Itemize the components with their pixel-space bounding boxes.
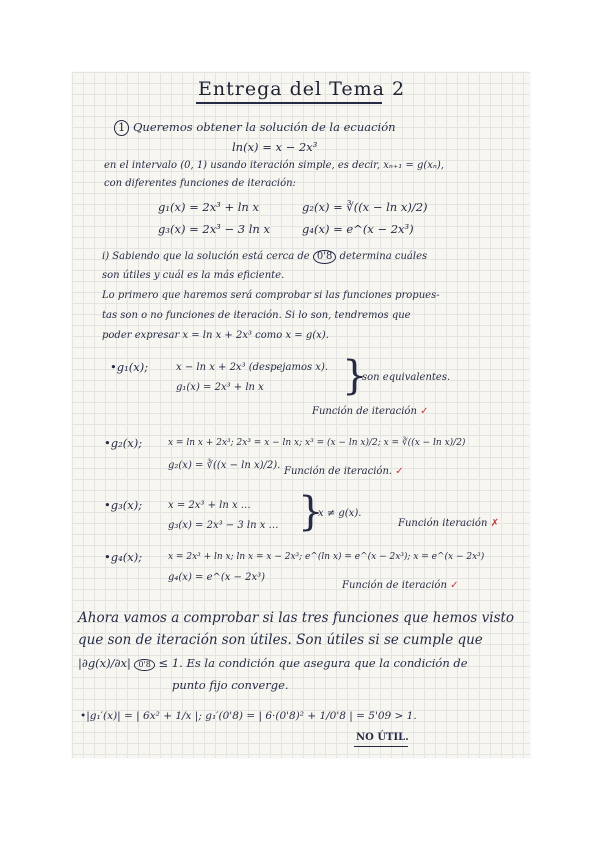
conclusion-text: ≤ 1. Es la condición que asegura que la condición de: [158, 656, 468, 670]
title-underline: [196, 102, 382, 104]
part-i-line-5: poder expresar x = ln x + 2x³ como x = g(x).: [102, 330, 329, 341]
problem-intro: [114, 120, 396, 136]
case-g3-verdict-text: Función iteración: [398, 518, 488, 529]
case-g2-verdict-text: Función de iteración.: [284, 466, 393, 477]
problem-line-2: en el intervalo (0, 1) usando iteración simple, es decir, xₙ₊₁ = g(xₙ),: [104, 160, 445, 171]
case-g4-verdict-text: Función de iteración: [342, 580, 447, 591]
case-g1-line-1: x − ln x + 2x³ (despejamos x).: [176, 362, 329, 373]
case-g4-name: •g₄(x);: [104, 550, 143, 564]
notebook-page: [72, 72, 530, 758]
case-g4-line-1: x = 2x³ + ln x; ln x = x − 2x³; e^(ln x) = e^(x − 2x³); x = e^(x − 2x³): [168, 552, 485, 562]
case-g3-line-1: x = 2x³ + ln x …: [168, 500, 251, 511]
condition-point: 0'8: [134, 659, 154, 671]
case-g3-verdict: [398, 518, 499, 529]
case-g1-verdict-text: Función de iteración: [312, 406, 417, 417]
conclusion-line-3: [78, 656, 468, 671]
part-i-line-1: [102, 250, 427, 264]
final-expression: •|g₁′(x)| = | 6x² + 1/x |; g₁′(0'8) = | 6·(0'8)² + 1/0'8 | = 5'09 > 1.: [80, 710, 417, 722]
check-icon: ✓: [395, 466, 404, 477]
part-i-text-b: determina cuáles: [339, 251, 428, 262]
function-g2: g₂(x) = ∛((x − ln x)/2): [302, 200, 428, 214]
case-g1-verdict: [312, 406, 428, 417]
circled-value: 0'8: [313, 250, 336, 264]
part-i-line-4: tas son o no funciones de iteración. Si lo son, tendremos que: [102, 310, 411, 321]
case-g4-verdict: [342, 580, 458, 591]
check-icon: ✓: [450, 580, 459, 591]
case-g1-brace: }: [342, 353, 368, 399]
problem-line-3: con diferentes funciones de iteración:: [104, 178, 296, 189]
part-i-line-3: Lo primero que haremos será comprobar si las funciones propues-: [102, 290, 440, 301]
cross-icon: ✗: [490, 518, 499, 529]
part-i-text-a: i) Sabiendo que la solución está cerca de: [102, 251, 310, 262]
part-i-line-2: son útiles y cuál es la más eficiente.: [102, 270, 285, 281]
case-g2-verdict: [284, 466, 404, 477]
check-icon: ✓: [420, 406, 429, 417]
function-g3: g₃(x) = 2x³ − 3 ln x: [158, 222, 270, 236]
case-g2-line-2: g₂(x) = ∛((x − ln x)/2).: [168, 460, 281, 471]
final-verdict: NO ÚTIL.: [356, 732, 409, 743]
case-g2-line-1: x = ln x + 2x³; 2x³ = x − ln x; x³ = (x − ln x)/2; x = ∛((x − ln x)/2): [168, 438, 466, 448]
final-verdict-underline: [354, 746, 408, 747]
case-g3-brace: }: [298, 489, 324, 535]
case-g2-name: •g₂(x);: [104, 436, 143, 450]
page-title: Entrega del Tema 2: [198, 78, 406, 100]
case-g1-line-2: g₁(x) = 2x³ + ln x: [176, 382, 264, 393]
function-g1: g₁(x) = 2x³ + ln x: [158, 200, 259, 214]
case-g1-name: •g₁(x);: [110, 360, 149, 374]
conclusion-line-1: Ahora vamos a comprobar si las tres funciones que hemos visto: [78, 610, 515, 626]
case-g4-line-2: g₄(x) = e^(x − 2x³): [168, 572, 266, 583]
case-g1-note: son equivalentes.: [362, 372, 451, 383]
problem-line-1: Queremos obtener la solución de la ecuación: [132, 120, 396, 134]
function-g4: g₄(x) = e^(x − 2x³): [302, 222, 414, 236]
conclusion-line-4: punto fijo converge.: [172, 678, 289, 692]
case-g3-name: •g₃(x);: [104, 498, 143, 512]
problem-number: 1: [114, 120, 129, 136]
case-g3-note: x ≠ g(x).: [318, 508, 362, 519]
derivative-condition: |∂g(x)/∂x|: [78, 656, 131, 670]
conclusion-line-2: que son de iteración son útiles. Son útiles si se cumple que: [78, 632, 483, 648]
problem-equation: ln(x) = x − 2x³: [232, 140, 318, 154]
case-g3-line-2: g₃(x) = 2x³ − 3 ln x …: [168, 520, 279, 531]
